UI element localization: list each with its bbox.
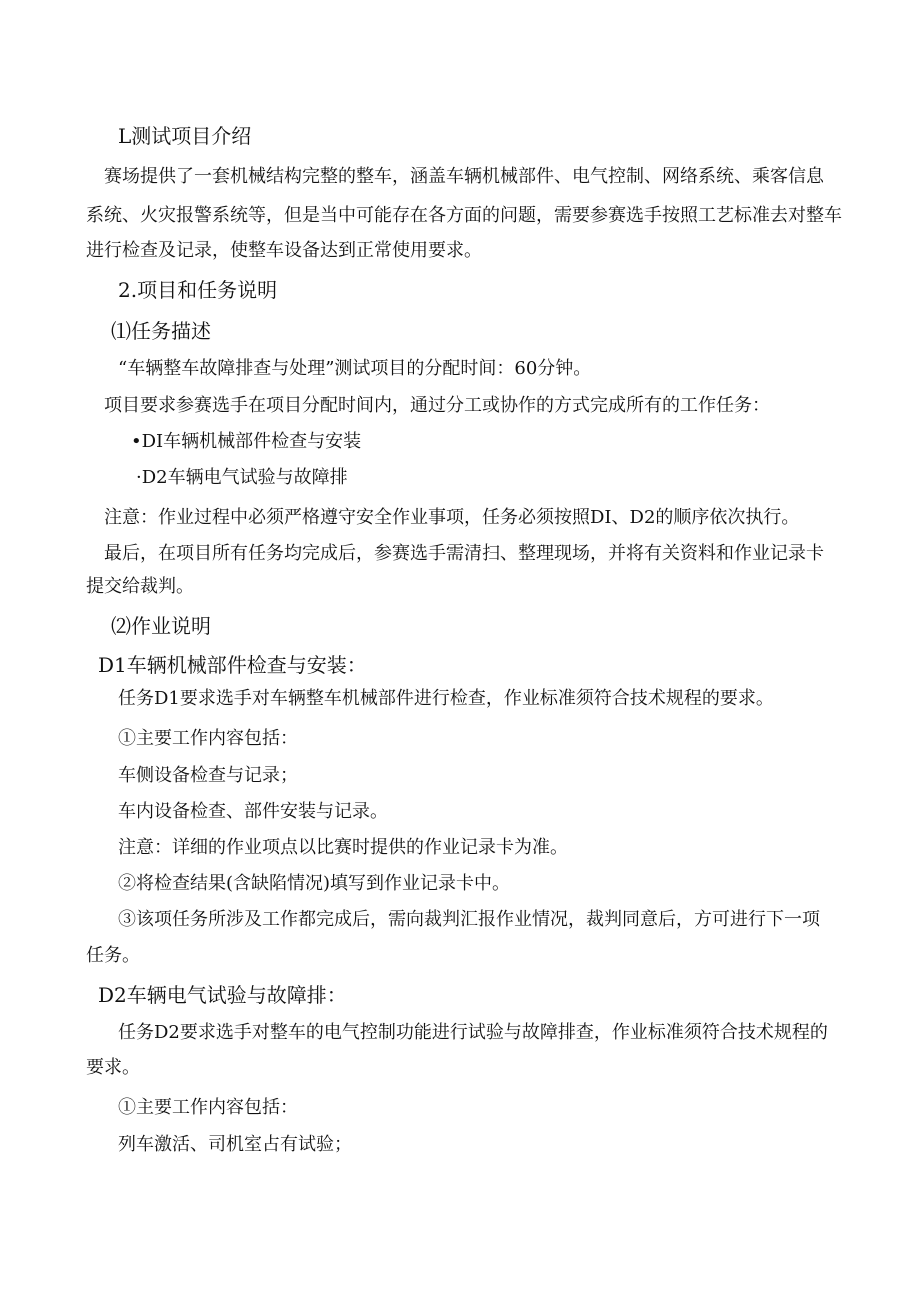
d1-note: 注意：详细的作业项点以比赛时提供的作业记录卡为准。 bbox=[118, 837, 568, 858]
d1-title: D1车辆机械部件检查与安装： bbox=[98, 653, 367, 677]
d2-content-title: ①主要工作内容包括： bbox=[118, 1097, 298, 1118]
d1-step-2: ②将检查结果(含缺陷情况)填写到作业记录卡中。 bbox=[118, 873, 511, 894]
d1-step-3-line: 任务。 bbox=[86, 945, 140, 966]
final-instruction-line: 提交给裁判。 bbox=[86, 576, 194, 597]
d2-title: D2车辆电气试验与故障排： bbox=[98, 983, 347, 1007]
project-requirement: 项目要求参赛选手在项目分配时间内，通过分工或协作的方式完成所有的工作任务： bbox=[104, 395, 770, 416]
d2-description-line: 要求。 bbox=[86, 1057, 140, 1078]
d2-content-item: 列车激活、司机室占有试验； bbox=[118, 1134, 352, 1155]
subsection-task-description: ⑴任务描述 bbox=[111, 319, 211, 343]
section1-body-line: 赛场提供了一套机械结构完整的整车，涵盖车辆机械部件、电气控制、网络系统、乘客信息 bbox=[104, 166, 824, 187]
subsection-operation-description: ⑵作业说明 bbox=[111, 614, 211, 638]
d1-content-title: ①主要工作内容包括： bbox=[118, 728, 298, 749]
d2-description-line: 任务D2要求选手对整车的电气控制功能进行试验与故障排查，作业标准须符合技术规程的 bbox=[118, 1022, 828, 1043]
d1-content-item: 车内设备检查、部件安装与记录。 bbox=[118, 801, 388, 822]
section1-body-line: 系统、火灾报警系统等，但是当中可能存在各方面的问题，需要参赛选手按照工艺标准去对整车 bbox=[86, 205, 842, 226]
d1-description: 任务D1要求选手对车辆整车机械部件进行检查，作业标准须符合技术规程的要求。 bbox=[118, 688, 774, 709]
section1-title: L测试项目介绍 bbox=[118, 124, 252, 148]
final-instruction-line: 最后，在项目所有任务均完成后，参赛选手需清扫、整理现场，并将有关资料和作业记录卡 bbox=[104, 543, 824, 564]
section2-title: 2.项目和任务说明 bbox=[118, 278, 278, 302]
time-allocation: “车辆整车故障排查与处理”测试项目的分配时间：60分钟。 bbox=[118, 358, 592, 379]
section1-body-line: 进行检查及记录，使整车设备达到正常使用要求。 bbox=[86, 240, 482, 261]
safety-note: 注意：作业过程中必须严格遵守安全作业事项，任务必须按照DI、D2的顺序依次执行。 bbox=[104, 507, 800, 528]
d1-content-item: 车侧设备检查与记录； bbox=[118, 765, 298, 786]
task-d1-item: •DI车辆机械部件检查与安装 bbox=[131, 431, 362, 452]
task-d2-item: ·D2车辆电气试验与故障排 bbox=[136, 467, 348, 488]
d1-step-3-line: ③该项任务所涉及工作都完成后，需向裁判汇报作业情况，裁判同意后，方可进行下一项 bbox=[118, 909, 820, 930]
